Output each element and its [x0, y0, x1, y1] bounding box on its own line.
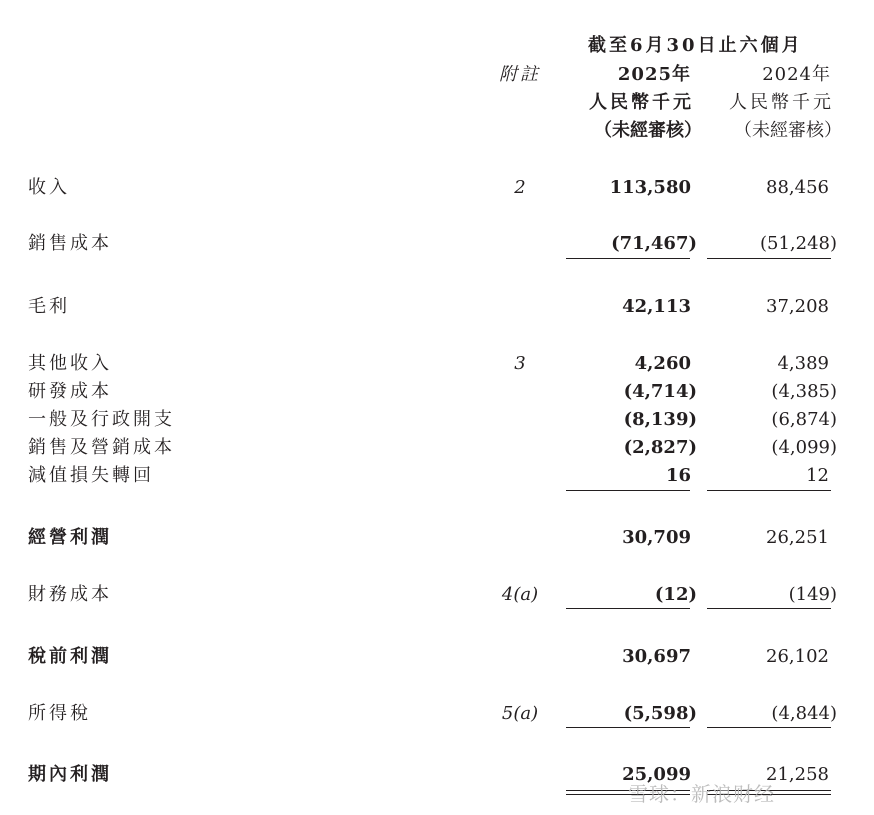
row-label-other-income: 其他收入: [28, 353, 112, 374]
row-current-revenue: 113,580: [609, 177, 691, 198]
row-prior-income-tax: (4,844): [771, 703, 837, 724]
subtotal-rule-prior: [707, 727, 831, 728]
subtotal-rule-current: [566, 727, 690, 728]
row-current-profit-for-period: 25,099: [622, 764, 691, 785]
row-label-profit-for-period: 期內利潤: [28, 764, 112, 785]
row-prior-cost-of-sales: (51,248): [759, 233, 837, 254]
watermark: 雪球：新浪财经: [628, 782, 775, 806]
row-note-other-income: 3: [514, 353, 526, 374]
row-label-cost-of-sales: 銷售成本: [28, 233, 112, 254]
row-label-rd-costs: 研發成本: [28, 381, 112, 402]
subtotal-rule-current: [566, 258, 690, 259]
row-current-income-tax: (5,598): [623, 703, 697, 724]
subtotal-rule-current: [566, 608, 690, 609]
subtotal-rule-prior: [707, 258, 831, 259]
row-current-operating-profit: 30,709: [622, 527, 691, 548]
row-current-other-income: 4,260: [634, 353, 691, 374]
row-note-finance-costs: 4(a): [501, 584, 539, 605]
row-note-revenue: 2: [514, 177, 526, 198]
row-current-impairment-reversal: 16: [665, 465, 691, 486]
audit-prior-header: （未經審核）: [734, 120, 842, 141]
row-prior-impairment-reversal: 12: [806, 465, 829, 486]
row-label-operating-profit: 經營利潤: [28, 527, 112, 548]
row-prior-rd-costs: (4,385): [771, 381, 837, 402]
row-label-marketing-costs: 銷售及營銷成本: [28, 437, 175, 458]
year-current-header: 2025年: [617, 64, 691, 85]
row-label-impairment-reversal: 減值損失轉回: [28, 465, 154, 486]
row-prior-operating-profit: 26,251: [766, 527, 829, 548]
row-current-rd-costs: (4,714): [623, 381, 697, 402]
row-prior-finance-costs: (149): [788, 584, 837, 605]
row-label-gross-profit: 毛利: [28, 296, 70, 317]
year-prior-header: 2024年: [762, 64, 831, 85]
row-prior-admin-expenses: (6,874): [771, 409, 837, 430]
subtotal-rule-prior: [707, 490, 831, 491]
row-label-admin-expenses: 一般及行政開支: [28, 409, 175, 430]
subtotal-rule-prior: [707, 608, 831, 609]
row-prior-profit-before-tax: 26,102: [766, 646, 829, 667]
note-column-header: 附註: [499, 64, 541, 85]
currency-current-header: 人民幣千元: [589, 92, 694, 113]
currency-prior-header: 人民幣千元: [729, 92, 834, 113]
row-current-cost-of-sales: (71,467): [611, 233, 697, 254]
row-current-profit-before-tax: 30,697: [622, 646, 691, 667]
period-header: 截至6月30日止六個月: [588, 35, 803, 56]
row-label-finance-costs: 財務成本: [28, 584, 112, 605]
row-current-admin-expenses: (8,139): [623, 409, 697, 430]
row-prior-revenue: 88,456: [766, 177, 829, 198]
row-label-revenue: 收入: [28, 177, 70, 198]
row-label-income-tax: 所得稅: [28, 703, 91, 724]
audit-current-header: （未經審核）: [594, 120, 702, 141]
row-prior-marketing-costs: (4,099): [771, 437, 837, 458]
row-prior-gross-profit: 37,208: [766, 296, 829, 317]
row-current-marketing-costs: (2,827): [623, 437, 697, 458]
row-current-finance-costs: (12): [654, 584, 697, 605]
row-prior-profit-for-period: 21,258: [766, 764, 829, 785]
subtotal-rule-current: [566, 490, 690, 491]
row-prior-other-income: 4,389: [777, 353, 829, 374]
row-label-profit-before-tax: 稅前利潤: [28, 646, 112, 667]
row-note-income-tax: 5(a): [501, 703, 539, 724]
row-current-gross-profit: 42,113: [622, 296, 691, 317]
